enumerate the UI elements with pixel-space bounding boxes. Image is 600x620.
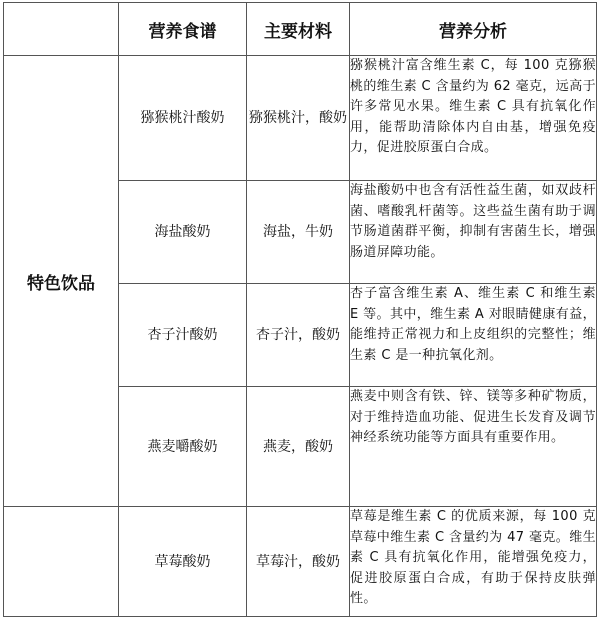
materials-cell: 杏子汁，酸奶	[247, 284, 350, 387]
recipe-cell: 燕麦嚼酸奶	[119, 387, 247, 507]
nutrition-table	[3, 2, 597, 617]
table-row	[4, 56, 597, 181]
analysis-cell: 海盐酸奶中也含有活性益生菌，如双歧杆菌、嗜酸乳杆菌等。这些益生菌有助于调节肠道菌群平衡，抑制有害菌生长，增强肠道屏障功能。	[350, 181, 597, 284]
materials-cell: 猕猴桃汁，酸奶	[247, 56, 350, 181]
materials-cell: 海盐，牛奶	[247, 181, 350, 284]
header-category	[4, 3, 119, 56]
header-materials: 主要材料	[247, 3, 350, 56]
analysis-cell: 杏子富含维生素 A、维生素 C 和维生素 E 等。其中，维生素 A 对眼睛健康有益，能维持正常视力和上皮组织的完整性；维生素 C 是一种抗氧化剂。	[350, 284, 597, 387]
materials-cell: 草莓汁，酸奶	[247, 507, 350, 617]
materials-cell: 燕麦，酸奶	[247, 387, 350, 507]
analysis-cell: 猕猴桃汁富含维生素 C，每 100 克猕猴桃的维生素 C 含量约为 62 毫克，远高于许多常见水果。维生素 C 具有抗氧化作用，能帮助清除体内自由基，增强免疫力，促进胶原蛋白合成。	[350, 56, 597, 181]
recipe-cell: 草莓酸奶	[119, 507, 247, 617]
table-row	[4, 507, 597, 617]
header-analysis: 营养分析	[350, 3, 597, 56]
recipe-cell: 猕猴桃汁酸奶	[119, 56, 247, 181]
header-recipe: 营养食谱	[119, 3, 247, 56]
recipe-cell: 海盐酸奶	[119, 181, 247, 284]
category-cell: 特色饮品	[4, 56, 119, 507]
analysis-cell: 燕麦中则含有铁、锌、镁等多种矿物质，对于维持造血功能、促进生长发育及调节神经系统功能等方面具有重要作用。	[350, 387, 597, 507]
category-cell	[4, 507, 119, 617]
header-row	[4, 3, 597, 56]
recipe-cell: 杏子汁酸奶	[119, 284, 247, 387]
analysis-cell: 草莓是维生素 C 的优质来源，每 100 克草莓中维生素 C 含量约为 47 毫克。维生素 C 具有抗氧化作用，能增强免疫力，促进胶原蛋白合成，有助于保持皮肤弹性。	[350, 507, 597, 617]
